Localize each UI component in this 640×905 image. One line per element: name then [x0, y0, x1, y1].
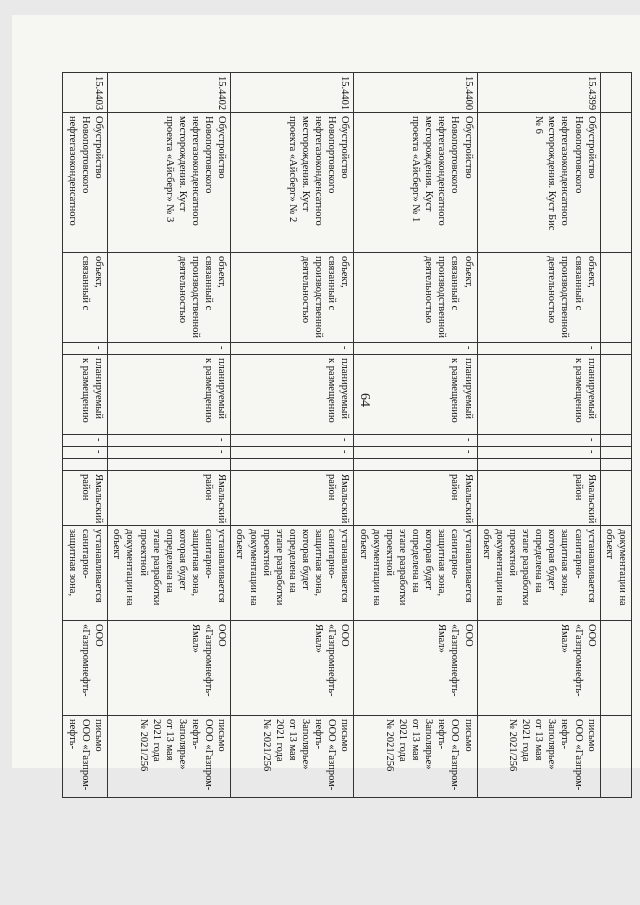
cell-org: ООО «Газпромнефть- [63, 621, 108, 716]
cell-type: объект, связанный с производственной деятельностью [354, 253, 477, 343]
cell-status: планируемый к размещению [108, 355, 231, 435]
cell-status [600, 355, 631, 435]
cell-district: Ямальский район [108, 471, 231, 526]
cell-empty [108, 459, 231, 471]
cell-doc: письмо ООО «Газпром- нефть- Заполярье» от 13 мая 2021 года № 2021/256 [108, 716, 231, 798]
cell-org: ООО «Газпромнефть- Ямал» [354, 621, 477, 716]
table-row [231, 73, 354, 798]
cell-district: Ямальский район [63, 471, 108, 526]
cell-dash: - [231, 343, 354, 355]
cell-dash [600, 435, 631, 447]
cell-type: объект, связанный с производственной деятельностью [231, 253, 354, 343]
cell-name: Обустройство Новопортовского нефтегазоконденсатного месторождения. Куст проекта «Айсберг» № 3 [108, 113, 231, 253]
cell-district: Ямальский район [477, 471, 600, 526]
cell-status: планируемый к размещению [477, 355, 600, 435]
cell-name: Обустройство Новопортовского нефтегазоконденсатного [63, 113, 108, 253]
cell-name: Обустройство Новопортовского нефтегазоконденсатного месторождения. Куст Бис № 6 [477, 113, 600, 253]
cell-status: планируемый к размещению [354, 355, 477, 435]
table-row [477, 73, 600, 798]
cell-dash: - [354, 343, 477, 355]
cell-dash: - [108, 343, 231, 355]
cell-dash: - [354, 435, 477, 447]
table-row [108, 73, 231, 798]
cell-dash: - [231, 447, 354, 459]
cell-org: ООО «Газпромнефть- Ямал» [231, 621, 354, 716]
cell-status: планируемый к размещению [231, 355, 354, 435]
cell-district: Ямальский район [231, 471, 354, 526]
cell-dash: - [354, 447, 477, 459]
cell-zone: устанавливается санитарно- защитная зона, которая будет определена на этапе разработки проектной документации на объект [108, 526, 231, 621]
cell-empty [477, 459, 600, 471]
cell-empty [354, 459, 477, 471]
rotated-table-wrapper [67, 72, 632, 797]
cell-dash: - [477, 447, 600, 459]
cell-zone: устанавливается санитарно- защитная зона, которая будет определена на этапе разработки проектной документации на объект [477, 526, 600, 621]
cell-dash [600, 343, 631, 355]
cell-dash [600, 447, 631, 459]
page-number: 64 [357, 393, 372, 407]
objects-table [62, 72, 632, 798]
cell-id: 15.4401 [231, 73, 354, 113]
table-row [354, 73, 477, 798]
cell-dash: - [63, 343, 108, 355]
cell-org: ООО «Газпромнефть- Ямал» [477, 621, 600, 716]
scanned-page [12, 15, 640, 791]
cell-type: объект, связанный с производственной деятельностью [477, 253, 600, 343]
cell-dash: - [63, 435, 108, 447]
cell-doc: письмо ООО «Газпром- нефть- Заполярье» от 13 мая 2021 года № 2021/256 [354, 716, 477, 798]
cell-name: Обустройство Новопортовского нефтегазоконденсатного месторождения. Куст проекта «Айсберг» № 1 [354, 113, 477, 253]
cell-org [600, 621, 631, 716]
cell-zone: устанавливается санитарно- защитная зона, которая будет определена на этапе разработки проектной документации на объект [231, 526, 354, 621]
table-row [63, 73, 108, 798]
cell-dash: - [231, 435, 354, 447]
cell-type: объект, связанный с производственной деятельностью [108, 253, 231, 343]
cell-empty [63, 459, 108, 471]
cell-type [600, 253, 631, 343]
cell-id [600, 73, 631, 113]
cell-dash: - [108, 447, 231, 459]
cell-org: ООО «Газпромнефть- Ямал» [108, 621, 231, 716]
cell-id: 15.4400 [354, 73, 477, 113]
cell-id: 15.4399 [477, 73, 600, 113]
cell-district: Ямальский район [354, 471, 477, 526]
cell-dash: - [477, 435, 600, 447]
cell-doc: письмо ООО «Газпром- нефть- [63, 716, 108, 798]
cell-zone: устанавливается санитарно- защитная зона, которая будет определена на этапе разработки проектной документации на объект [354, 526, 477, 621]
cell-zone: документации на объект [600, 526, 631, 621]
cell-doc: письмо ООО «Газпром- нефть- Заполярье» от 13 мая 2021 года № 2021/256 [231, 716, 354, 798]
cell-zone: устанавливается санитарно- защитная зона, [63, 526, 108, 621]
cell-doc [600, 716, 631, 798]
cell-dash: - [108, 435, 231, 447]
cell-name [600, 113, 631, 253]
cell-dash: - [63, 447, 108, 459]
cell-empty [600, 459, 631, 471]
cell-type: объект, связанный с [63, 253, 108, 343]
cell-doc: письмо ООО «Газпром- нефть- Заполярье» от 13 мая 2021 года № 2021/256 [477, 716, 600, 798]
cell-dash: - [477, 343, 600, 355]
cell-name: Обустройство Новопортовского нефтегазоконденсатного месторождения. Куст проекта «Айсберг» № 2 [231, 113, 354, 253]
cell-id: 15.4402 [108, 73, 231, 113]
cell-id: 15.4403 [63, 73, 108, 113]
cell-district [600, 471, 631, 526]
cell-status: планируемый к размещению [63, 355, 108, 435]
table-row-continuation [600, 73, 631, 798]
cell-empty [231, 459, 354, 471]
